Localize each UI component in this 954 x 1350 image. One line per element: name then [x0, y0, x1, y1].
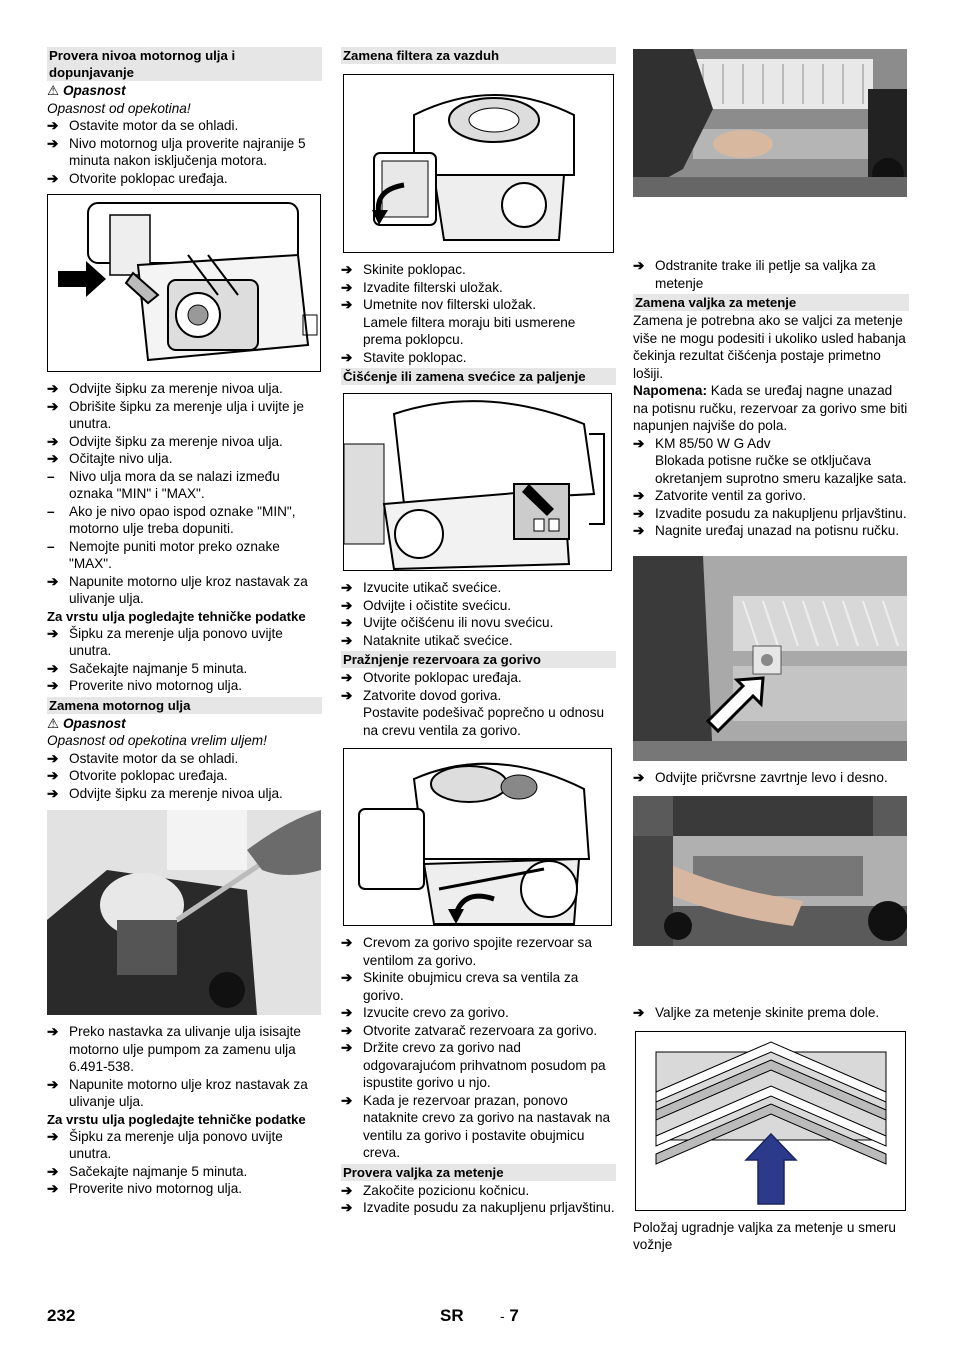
note-paragraph: Napomena: Kada se uređaj nagne unazad na potisnu ručku, rezervoar za gorivo sme biti napunjen najviše do pola.	[633, 383, 908, 433]
arrow-icon: ➔	[341, 615, 353, 630]
list-item-text: Držite crevo za gorivo nad odgovarajućom prihvatnom posudom pa ispustite gorivo u njo.	[363, 1040, 606, 1090]
list-item	[341, 632, 616, 650]
subheading-oil-type: Za vrstu ulja pogledajte tehničke podatke	[47, 1111, 306, 1127]
section-heading-roller-replace: Zamena valjka za metenje	[633, 294, 909, 311]
list-item	[341, 934, 616, 969]
arrow-icon: ➔	[341, 580, 353, 595]
arrow-icon: ➔	[341, 1022, 353, 1038]
list-item	[47, 677, 322, 695]
list-item	[47, 468, 322, 503]
list-item	[47, 433, 322, 451]
list-item	[47, 1128, 322, 1163]
section-heading-oil-check: Provera nivoa motornog ulja i dopunjavanje	[47, 47, 322, 81]
list-item	[47, 767, 322, 785]
arrow-icon: ➔	[47, 398, 59, 414]
list-item: ➔ Napunite motorno ulje kroz nastavak za ulivanje ulja.	[47, 573, 308, 606]
list-item	[47, 398, 322, 433]
list-item-text: Ostavite motor da se ohladi.	[69, 750, 239, 766]
arrow-icon: ➔	[47, 573, 59, 589]
list-item: ➔ Odvijte pričvrsne zavrtnje levo i desno.	[633, 769, 888, 785]
column-2	[341, 45, 616, 1217]
arrow-icon: ➔	[341, 279, 353, 295]
list-item	[47, 660, 322, 678]
list-item-text: Preko nastavka za ulivanje ulja isisajte motorno ulje pumpom za zamenu ulja 6.491-538.	[69, 1024, 301, 1074]
list-item-text: Izvadite posudu za nakupljenu prljavštinu.	[655, 505, 907, 521]
arrow-icon: ➔	[341, 935, 353, 950]
subheading-oil-type: Za vrstu ulja pogledajte tehničke podatke	[47, 608, 306, 624]
arrow-icon: ➔	[341, 349, 353, 365]
paragraph: Zamena je potrebna ako se valjci za metenje više ne mogu podesiti i ukoliko usled habanja čekinja rezultat čišćenja postaje primetno lošiji.	[633, 313, 906, 381]
list-item	[47, 170, 322, 188]
list-item: ➔ Odstranite trake ili petlje sa valjka za metenje	[633, 258, 876, 291]
section-heading-spark-plug: Čišćenje ili zamena svećice za paljenje	[341, 368, 616, 385]
arrow-icon: ➔	[47, 1128, 59, 1144]
arrow-icon: ➔	[633, 258, 645, 273]
arrow-icon: ➔	[341, 632, 353, 648]
list-item-text: Otvorite poklopac uređaja.	[69, 768, 228, 783]
photo-oil-pump	[47, 810, 321, 1015]
list-item	[633, 505, 909, 523]
note-text: Blokada potisne ručke se otključava okretanjem suprotno smeru kazaljke sata.	[655, 453, 907, 486]
list-item-text: Umetnite nov filterski uložak.	[363, 297, 537, 312]
photo-roller-screw	[633, 556, 907, 761]
arrow-icon: ➔	[633, 1005, 645, 1020]
arrow-icon: ➔	[633, 488, 645, 503]
warning-text: Opasnost od opekotina vrelim uljem!	[47, 733, 267, 748]
list-item-text: Izvucite utikač svećice.	[363, 580, 502, 595]
list-item-text: Zatvorite ventil za gorivo.	[655, 488, 807, 503]
list-item-text: Nataknite utikač svećice.	[363, 632, 513, 648]
list-item-text: Odvijte šipku za merenje nivoa ulja.	[69, 433, 283, 449]
list-item-text: Zatvorite dovod goriva.	[363, 687, 502, 703]
arrow-icon: ➔	[47, 1181, 59, 1196]
figure-caption: Položaj ugradnje valjka za metenje u smeru vožnje	[633, 1219, 896, 1252]
list-item	[47, 503, 322, 538]
arrow-icon: ➔	[47, 660, 59, 676]
language-code: SR	[440, 1306, 464, 1325]
arrow-icon: ➔	[47, 1163, 59, 1179]
list-item	[47, 1180, 322, 1198]
list-item-text: Kada je rezervoar prazan, ponovo nataknite crevo za gorivo na nastavak na ventilu za gorivo i postavite obujmicu creva.	[363, 1092, 611, 1160]
list-item	[341, 1039, 616, 1092]
list-item	[47, 625, 322, 660]
arrow-icon: ➔	[341, 1182, 353, 1198]
list-item-text: Nivo motornog ulja proverite najranije 5 minuta nakon isključenja motora.	[69, 135, 306, 168]
list-item	[47, 785, 322, 803]
list-item-text: Proverite nivo motornog ulja.	[69, 678, 243, 693]
list-item-text: Ako je nivo opao ispod oznake "MIN", motorno ulje treba dopuniti.	[69, 503, 296, 536]
arrow-icon: ➔	[633, 769, 645, 785]
list-item-text: Nagnite uređaj unazad na potisnu ručku.	[655, 523, 900, 538]
list-item	[341, 1004, 616, 1022]
list-item	[341, 279, 616, 297]
list-item	[47, 538, 322, 573]
arrow-icon: ➔	[341, 1005, 353, 1020]
section-heading-air-filter: Zamena filtera za vazduh	[341, 47, 616, 64]
column-1	[47, 45, 322, 1198]
list-item-text: Skinite obujmicu creva sa ventila za gorivo.	[363, 970, 579, 1003]
arrow-icon: ➔	[47, 451, 59, 466]
list-item	[47, 750, 322, 768]
photo-roller-removal	[633, 796, 907, 946]
arrow-icon: ➔	[47, 750, 59, 766]
figure-air-filter	[343, 74, 614, 253]
list-item-text: Skinite poklopac.	[363, 262, 466, 277]
section-heading-oil-change: Zamena motornog ulja	[47, 697, 322, 714]
pointer-arrow-icon	[58, 261, 106, 297]
list-item	[341, 669, 616, 687]
list-item-text: Šipku za merenje ulja ponovo uvijte unutra.	[69, 625, 283, 658]
list-item-text: Crevom za gorivo spojite rezervoar sa ventilom za gorivo.	[363, 935, 592, 968]
list-item	[341, 614, 616, 632]
figure-engine-dipstick	[47, 194, 321, 372]
list-item-text: Izvadite posudu za nakupljenu prljavštinu.	[363, 1200, 615, 1215]
list-item	[47, 1163, 322, 1181]
list-item-text: Proverite nivo motornog ulja.	[69, 1181, 243, 1196]
list-item	[47, 380, 322, 398]
arrow-icon: ➔	[47, 118, 59, 133]
arrow-icon: ➔	[47, 678, 59, 693]
warning-icon: ⚠	[47, 715, 60, 731]
list-item	[47, 1023, 322, 1076]
list-item	[341, 1022, 616, 1040]
note-text: Lamele filtera moraju biti usmerene prema poklopcu.	[363, 314, 576, 347]
list-item-text: Odvijte šipku za merenje nivoa ulja.	[69, 785, 283, 801]
list-item-text: Izvadite filterski uložak.	[363, 279, 503, 295]
list-item	[633, 522, 909, 540]
arrow-icon: ➔	[341, 597, 353, 613]
list-item-text: Napunite motorno ulje kroz nastavak za ulivanje ulja.	[69, 1076, 308, 1109]
arrow-icon: ➔	[47, 135, 59, 151]
note-text: Postavite podešivač poprečno u odnosu na crevu ventila za gorivo.	[363, 705, 605, 738]
list-item-text: Obrišite šipku za merenje ulja i uvijte je unutra.	[69, 398, 304, 431]
list-item-text: Sačekajte najmanje 5 minuta.	[69, 660, 248, 676]
list-item-text: Odvijte šipku za merenje nivoa ulja.	[69, 381, 283, 396]
arrow-icon: ➔	[341, 1092, 353, 1108]
arrow-icon: ➔	[47, 768, 59, 783]
list-item	[341, 1092, 616, 1162]
list-item	[47, 117, 322, 135]
list-item-text: Nemojte puniti motor preko oznake "MAX".	[69, 538, 280, 571]
list-item	[47, 135, 322, 170]
arrow-icon: ➔	[47, 170, 59, 186]
figure-roller-direction	[635, 1031, 906, 1211]
dash-icon: –	[47, 503, 55, 519]
page-number: 232	[47, 1306, 76, 1325]
list-item-text: Nivo ulja mora da se nalazi između oznaka "MIN" i "MAX".	[69, 468, 280, 501]
list-item: ➔ Stavite poklopac.	[341, 349, 467, 365]
arrow-icon: ➔	[47, 625, 59, 641]
section-heading-fuel-drain: Pražnjenje rezervoara za gorivo	[341, 651, 616, 668]
section-heading-roller-check: Provera valjka za metenje	[341, 1164, 616, 1181]
list-item-text: Ostavite motor da se ohladi.	[69, 118, 239, 133]
dash-icon: –	[47, 538, 55, 554]
list-item	[341, 1199, 616, 1217]
list-item	[633, 487, 909, 505]
figure-fuel-valve	[343, 748, 612, 926]
warning-text: Opasnost od opekotina!	[47, 100, 191, 116]
arrow-icon: ➔	[47, 1076, 59, 1092]
list-item-text: Sačekajte najmanje 5 minuta.	[69, 1163, 248, 1179]
arrow-icon: ➔	[341, 670, 353, 685]
list-item: ➔ Valjke za metenje skinite prema dole.	[633, 1005, 880, 1020]
list-item-text: Zakočite pozicionu kočnicu.	[363, 1182, 530, 1198]
arrow-icon: ➔	[341, 262, 353, 277]
list-item-text: Očitajte nivo ulja.	[69, 451, 173, 466]
arrow-icon: ➔	[47, 433, 59, 449]
arrow-icon: ➔	[633, 523, 645, 538]
list-item	[47, 450, 322, 468]
figure-spark-plug	[343, 393, 612, 571]
arrow-icon: ➔	[47, 1024, 59, 1039]
warning-line: ⚠ Opasnost	[47, 83, 126, 98]
list-item-text: Uvijte očišćenu ili novu svećicu.	[363, 615, 554, 630]
list-item	[341, 296, 616, 314]
list-item	[341, 687, 616, 705]
arrow-icon: ➔	[47, 381, 59, 396]
arrow-icon: ➔	[341, 1040, 353, 1055]
list-item	[341, 579, 616, 597]
list-item	[341, 261, 616, 279]
list-item-text: Izvucite crevo za gorivo.	[363, 1005, 509, 1020]
arrow-icon: ➔	[341, 687, 353, 703]
list-item	[341, 1182, 616, 1200]
dash-icon: –	[47, 468, 55, 484]
column-3	[633, 45, 909, 1254]
list-item	[341, 597, 616, 615]
arrow-icon: ➔	[341, 1200, 353, 1215]
arrow-icon: ➔	[341, 297, 353, 312]
list-item	[341, 969, 616, 1004]
list-item-text: Otvorite poklopac uređaja.	[363, 670, 522, 685]
list-item-text: Odvijte i očistite svećicu.	[363, 597, 512, 613]
warning-icon: ⚠	[47, 83, 60, 98]
list-item-text: Otvorite poklopac uređaja.	[69, 170, 228, 186]
list-item	[47, 1076, 322, 1111]
arrow-icon: ➔	[47, 785, 59, 801]
photo-roller-inspection	[633, 49, 907, 197]
arrow-icon: ➔	[633, 505, 645, 521]
warning-line: ⚠ Opasnost	[47, 715, 126, 731]
list-item-text: Šipku za merenje ulja ponovo uvijte unutra.	[69, 1128, 283, 1161]
list-item: ➔ KM 85/50 W G Adv	[633, 435, 771, 451]
list-item-text: Otvorite zatvarač rezervoara za gorivo.	[363, 1022, 598, 1038]
direction-arrow-icon	[746, 1134, 796, 1204]
arrow-icon: ➔	[633, 435, 645, 451]
sub-page-number: - 7	[500, 1306, 519, 1325]
arrow-icon: ➔	[341, 970, 353, 985]
